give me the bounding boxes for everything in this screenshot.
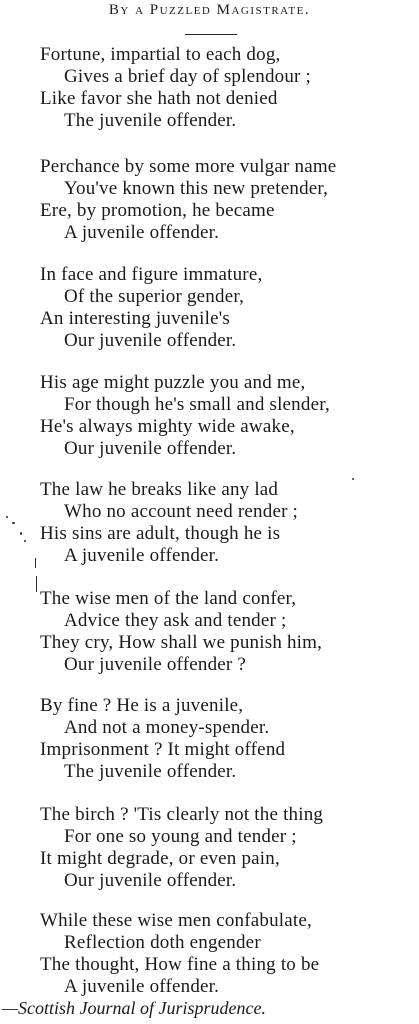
poem-line: Our juvenile offender.: [64, 330, 237, 351]
poem-line: For one so young and tender ;: [64, 826, 297, 847]
poem-line: The juvenile offender.: [64, 110, 237, 131]
print-speck: [36, 576, 37, 592]
print-speck: [6, 516, 8, 518]
stanza-7: [0, 695, 419, 783]
stanza-9: [0, 910, 419, 998]
title-rule: [185, 34, 237, 35]
poem-line: The juvenile offender.: [64, 761, 237, 782]
poem-line: For though he's small and slender,: [64, 394, 330, 415]
print-speck: [20, 532, 22, 535]
poem-line: It might degrade, or even pain,: [40, 848, 280, 869]
poem-line: And not a money-spender.: [64, 717, 270, 738]
attribution: —Scottish Journal of Jurisprudence.: [2, 998, 266, 1018]
poem-line: Of the superior gender,: [64, 286, 245, 307]
poem-line: Our juvenile offender ?: [64, 654, 247, 675]
poem-line: While these wise men confabulate,: [40, 910, 312, 931]
stanza-3: [0, 264, 419, 352]
poem-line: The birch ? 'Tis clearly not the thing: [40, 804, 324, 825]
poem-line: A juvenile offender.: [64, 976, 220, 997]
poem-line: A juvenile offender.: [64, 222, 220, 243]
poem-line: He's always mighty wide awake,: [40, 416, 295, 437]
print-speck: [35, 558, 36, 568]
poem-line: Perchance by some more vulgar name: [40, 156, 337, 177]
poem-line: Advice they ask and tender ;: [64, 610, 287, 631]
poem-line: The thought, How fine a thing to be: [40, 954, 320, 975]
print-speck: [12, 522, 15, 524]
poem-line: They cry, How shall we punish him,: [40, 632, 323, 653]
poem-line: A juvenile offender.: [64, 545, 220, 566]
poem-line: Who no account need render ;: [64, 501, 299, 522]
poem-line: Fortune, impartial to each dog,: [40, 44, 281, 65]
poem-line: The wise men of the land confer,: [40, 588, 297, 609]
stanza-4: [0, 372, 419, 460]
poem-line: Ere, by promotion, he became: [40, 200, 275, 221]
stanza-1: [0, 44, 419, 132]
poem-line: The law he breaks like any lad: [40, 479, 279, 500]
stanza-6: [0, 588, 419, 676]
stanza-8: [0, 804, 419, 892]
poem-line: In face and figure immature,: [40, 264, 263, 285]
print-speck: [24, 540, 26, 542]
print-speck: [352, 478, 354, 480]
stanza-2: [0, 156, 419, 244]
poem-line: His sins are adult, though he is: [40, 523, 281, 544]
byline: By a Puzzled Magistrate.: [108, 2, 311, 18]
poem-line: By fine ? He is a juvenile,: [40, 695, 244, 716]
poem-line: An interesting juvenile's: [40, 308, 230, 329]
poem-line: Our juvenile offender.: [64, 438, 237, 459]
poem-line: Gives a brief day of splendour ;: [64, 66, 311, 87]
poem-line: His age might puzzle you and me,: [40, 372, 306, 393]
poem-line: Our juvenile offender.: [64, 870, 237, 891]
poem-line: Like favor she hath not denied: [40, 88, 278, 109]
stanza-5: [0, 479, 419, 567]
poem-line: You've known this new pretender,: [64, 178, 329, 199]
poem-line: Reflection doth engender: [64, 932, 261, 953]
poem-line: Imprisonment ? It might offend: [40, 739, 286, 760]
